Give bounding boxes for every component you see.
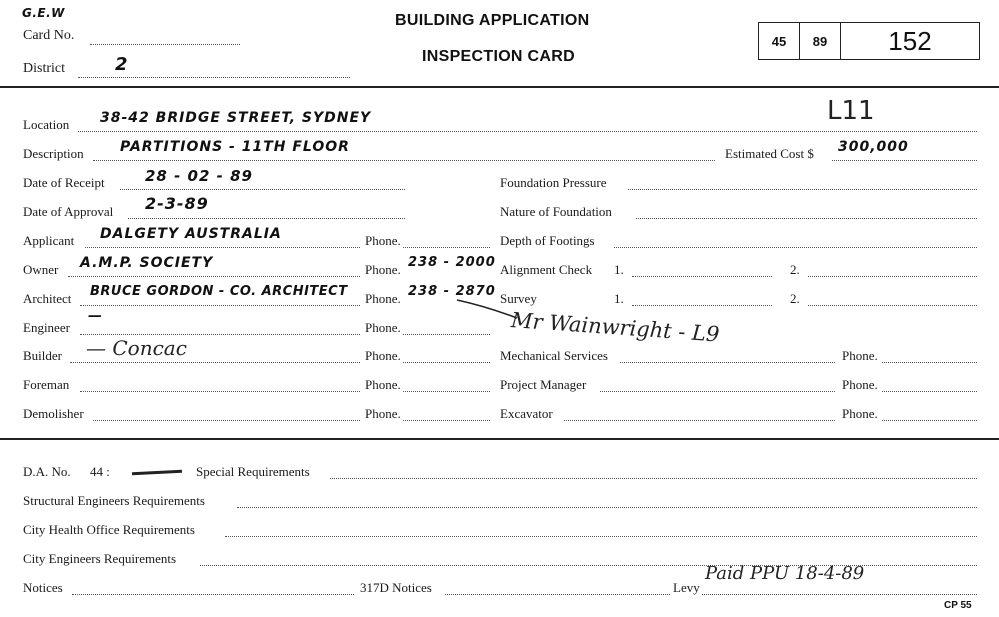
special-requirements-field[interactable] [330, 478, 977, 479]
special-requirements-label: Special Requirements [196, 464, 310, 479]
box-a: 45 [758, 22, 800, 60]
card-number-box: 152 [840, 22, 980, 60]
builder-phone-field[interactable] [403, 362, 490, 363]
excavator-phone-label: Phone. [842, 406, 878, 421]
level-note: L11 [827, 96, 875, 126]
mechanical-services-label: Mechanical Services [500, 348, 608, 363]
description-field[interactable] [93, 160, 715, 161]
structural-requirements-label: Structural Engineers Requirements [23, 493, 205, 508]
applicant-field[interactable] [85, 247, 360, 248]
section-divider [0, 438, 999, 440]
date-approval-value: 2-3-89 [145, 194, 209, 213]
survey-label: Survey [500, 291, 537, 306]
city-health-label: City Health Office Requirements [23, 522, 195, 537]
mechanical-services-phone-label: Phone. [842, 348, 878, 363]
owner-value: A.M.P. SOCIETY [80, 255, 214, 271]
excavator-phone-field[interactable] [882, 420, 977, 421]
mechanical-services-field[interactable] [620, 362, 835, 363]
da-no-value: 44 : [90, 464, 110, 479]
notices-317d-field[interactable] [445, 594, 670, 595]
applicant-phone-label: Phone. [365, 233, 401, 248]
card-no-label: Card No. [23, 28, 75, 43]
district-value: 2 [115, 54, 129, 75]
levy-field[interactable] [702, 594, 977, 595]
engineer-value: — [88, 308, 103, 324]
location-label: Location [23, 117, 70, 132]
depth-footings-label: Depth of Footings [500, 233, 595, 248]
excavator-label: Excavator [500, 406, 553, 421]
notices-317d-label: 317D Notices [360, 580, 432, 595]
notices-label: Notices [23, 580, 63, 595]
description-label: Description [23, 146, 84, 161]
foreman-field[interactable] [80, 391, 360, 392]
foreman-phone-label: Phone. [365, 377, 401, 392]
foundation-pressure-label: Foundation Pressure [500, 175, 607, 190]
architect-label: Architect [23, 291, 72, 306]
project-manager-phone-label: Phone. [842, 377, 878, 392]
mechanical-services-phone-field[interactable] [882, 362, 977, 363]
estimated-cost-label: Estimated Cost $ [725, 146, 814, 161]
date-approval-label: Date of Approval [23, 204, 114, 219]
foundation-pressure-field[interactable] [628, 189, 977, 190]
project-manager-label: Project Manager [500, 377, 587, 392]
location-field[interactable] [78, 131, 977, 132]
project-manager-field[interactable] [600, 391, 835, 392]
alignment-check-num-1: 1. [614, 262, 624, 277]
survey-field-2[interactable] [808, 305, 977, 306]
foreman-phone-field[interactable] [403, 391, 490, 392]
architect-field[interactable] [80, 305, 360, 306]
box-b: 89 [799, 22, 841, 60]
da-no-label: D.A. No. [23, 464, 71, 479]
alignment-check-field-1[interactable] [632, 276, 772, 277]
city-health-field[interactable] [225, 536, 977, 537]
survey-note: Mr Wainwright - L9 [510, 308, 721, 347]
alignment-check-label: Alignment Check [500, 262, 593, 277]
survey-field-1[interactable] [632, 305, 772, 306]
engineer-field[interactable] [80, 334, 360, 335]
builder-value: — Concac [86, 336, 187, 360]
card-no-field[interactable] [90, 44, 240, 45]
levy-label: Levy [673, 580, 700, 595]
builder-phone-label: Phone. [365, 348, 401, 363]
demolisher-label: Demolisher [23, 406, 84, 421]
engineer-phone-label: Phone. [365, 320, 401, 335]
levy-value: Paid PPU 18-4-89 [705, 563, 865, 584]
form-code: CP 55 [944, 600, 972, 611]
owner-phone-label: Phone. [365, 262, 401, 277]
estimated-cost-field[interactable] [832, 160, 977, 161]
engineer-label: Engineer [23, 320, 70, 335]
architect-phone-value: 238 - 2870 [408, 284, 496, 299]
nature-foundation-label: Nature of Foundation [500, 204, 612, 219]
card-subtitle: INSPECTION CARD [422, 48, 575, 65]
survey-num-1: 1. [614, 291, 624, 306]
demolisher-field[interactable] [93, 420, 360, 421]
estimated-cost-value: 300,000 [838, 139, 909, 155]
engineer-phone-field[interactable] [403, 334, 490, 335]
date-receipt-field[interactable] [120, 189, 405, 190]
header-divider [0, 86, 999, 88]
alignment-check-field-2[interactable] [808, 276, 977, 277]
applicant-value: DALGETY AUSTRALIA [100, 226, 282, 242]
date-receipt-label: Date of Receipt [23, 175, 105, 190]
city-engineers-label: City Engineers Requirements [23, 551, 177, 566]
demolisher-phone-label: Phone. [365, 406, 401, 421]
architect-value: BRUCE GORDON - CO. ARCHITECT [90, 284, 348, 299]
architect-phone-label: Phone. [365, 291, 401, 306]
date-approval-field[interactable] [128, 218, 405, 219]
alignment-check-num-2: 2. [790, 262, 800, 277]
description-value: PARTITIONS - 11TH FLOOR [120, 139, 350, 155]
card-title: BUILDING APPLICATION [395, 12, 590, 29]
structural-requirements-field[interactable] [237, 507, 977, 508]
da-no-dash-mark [132, 470, 182, 476]
applicant-phone-field[interactable] [403, 247, 490, 248]
owner-label: Owner [23, 262, 59, 277]
project-manager-phone-field[interactable] [882, 391, 977, 392]
location-value: 38-42 BRIDGE STREET, SYDNEY [100, 110, 372, 126]
demolisher-phone-field[interactable] [403, 420, 490, 421]
owner-field[interactable] [68, 276, 360, 277]
builder-field[interactable] [70, 362, 360, 363]
applicant-label: Applicant [23, 233, 75, 248]
owner-phone-value: 238 - 2000 [408, 255, 496, 270]
notices-field[interactable] [72, 594, 354, 595]
initials-note: G.E.W [22, 6, 65, 20]
district-field[interactable] [78, 77, 350, 78]
excavator-field[interactable] [564, 420, 835, 421]
depth-footings-field[interactable] [614, 247, 977, 248]
district-label: District [23, 61, 65, 76]
survey-num-2: 2. [790, 291, 800, 306]
nature-foundation-field[interactable] [636, 218, 977, 219]
foreman-label: Foreman [23, 377, 70, 392]
builder-label: Builder [23, 348, 62, 363]
date-receipt-value: 28 - 02 - 89 [145, 167, 253, 185]
